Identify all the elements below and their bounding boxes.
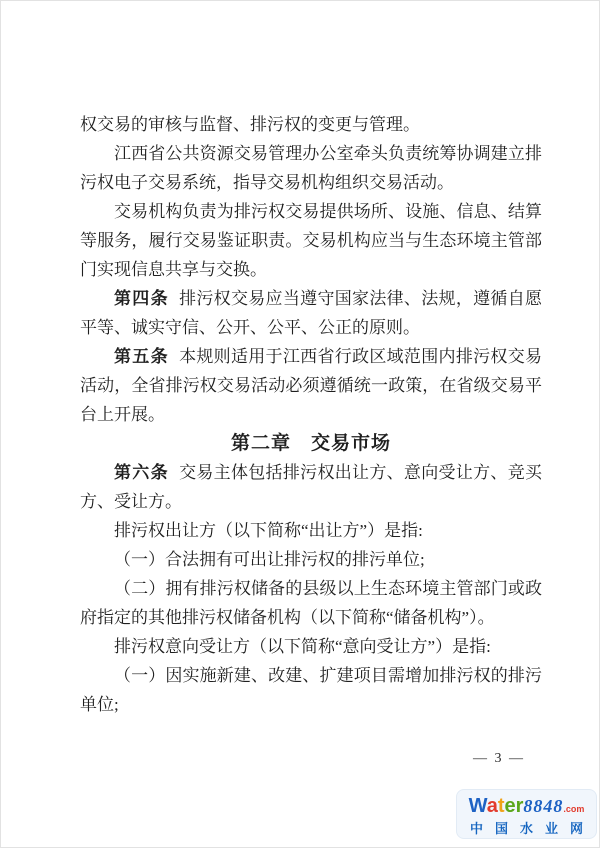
paragraph: 江西省公共资源交易管理办公室牵头负责统筹协调建立排污权电子交易系统，指导交易机构组织交易活动。 xyxy=(80,144,542,192)
brand-tld: .com xyxy=(563,804,585,814)
brand-letter: a xyxy=(486,795,498,817)
paragraph: （一）合法拥有可出让排污权的排污单位; xyxy=(114,550,425,569)
brand-number: 8848 xyxy=(523,796,564,816)
paragraph: 第五条 本规则适用于江西省行政区域范围内排污权交易活动，全省排污权交易活动必须遵循统一政策，在省级交易平台上开展。 xyxy=(80,347,543,424)
article-number: 第四条 xyxy=(114,289,169,308)
watermark-subtitle: 中国水业网 xyxy=(469,821,595,836)
brand-letter: r xyxy=(515,795,524,817)
chapter-heading: 第二章 交易市场 xyxy=(230,433,391,454)
paragraph: 第四条 排污权交易应当遵守国家法律、法规，遵循自愿平等、诚实守信、公开、公平、公正的原则。 xyxy=(80,289,543,337)
brand-letter: e xyxy=(504,795,516,817)
paragraph: 第六条 交易主体包括排污权出让方、意向受让方、竞买方、受让方。 xyxy=(80,463,543,511)
watermark-logo xyxy=(456,789,597,839)
paragraph: （二）拥有排污权储备的县级以上生态环境主管部门或政府指定的其他排污权储备机构（以下简称“储备机构”）。 xyxy=(80,579,542,627)
article-number: 第六条 xyxy=(114,463,169,482)
paragraph: （一）因实施新建、改建、扩建项目需增加排污权的排污单位; xyxy=(80,666,542,714)
brand-letter: t xyxy=(497,795,505,817)
paragraph: 排污权意向受让方（以下简称“意向受让方”）是指: xyxy=(114,637,491,656)
brand-letter: W xyxy=(468,795,487,817)
paragraph: 权交易的审核与监督、排污权的变更与管理。 xyxy=(80,115,420,134)
article-number: 第五条 xyxy=(114,347,169,366)
paragraph: 排污权出让方（以下简称“出让方”）是指: xyxy=(114,521,423,540)
brand-letters xyxy=(468,795,524,817)
brand-wordmark xyxy=(457,795,596,820)
paragraph: 交易机构负责为排污权交易提供场所、设施、信息、结算等服务，履行交易鉴证职责。交易机构应当与生态环境主管部门实现信息共享与交换。 xyxy=(80,202,542,279)
document-body xyxy=(80,110,542,719)
page-number: — 3 — xyxy=(473,751,525,766)
